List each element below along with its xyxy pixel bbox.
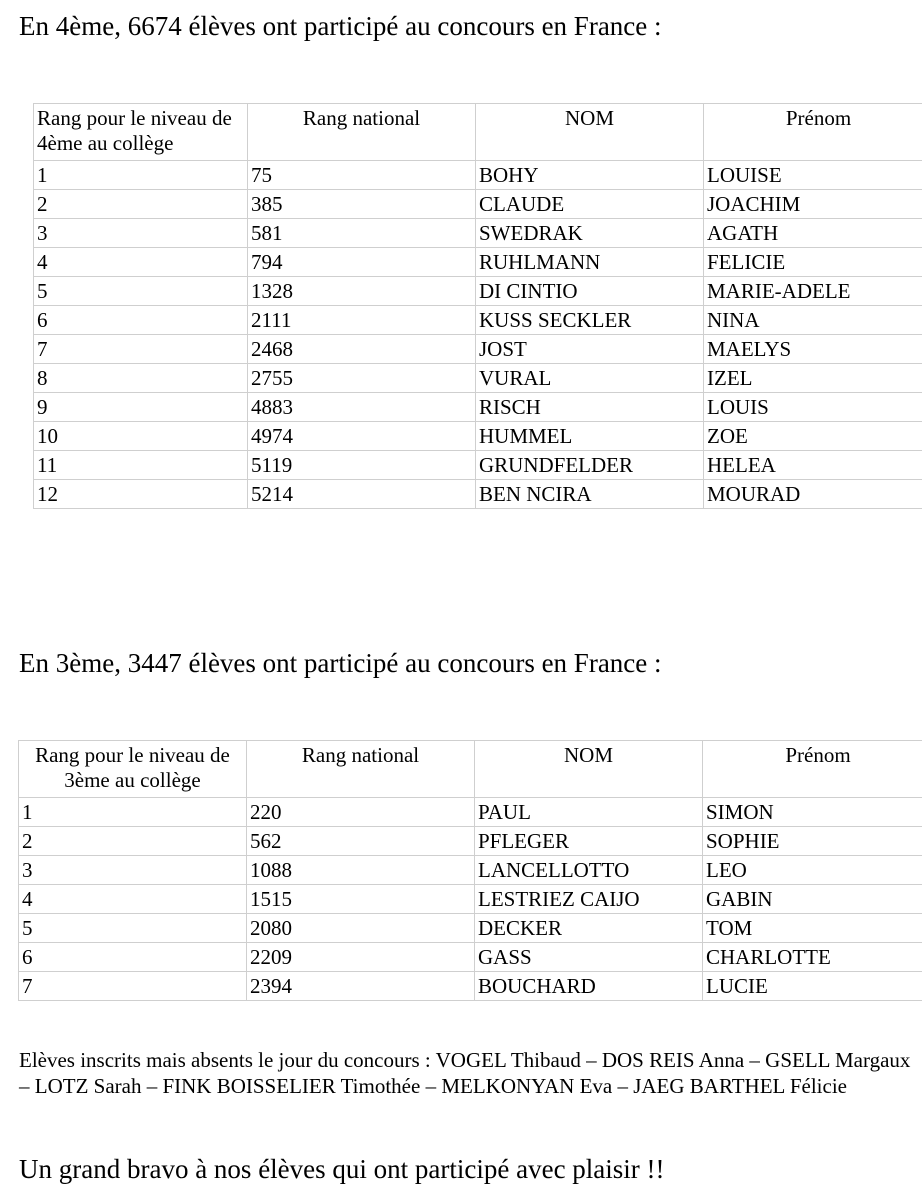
cell-prenom: AGATH: [704, 219, 922, 248]
table-header-row: [34, 104, 922, 161]
cell-prenom: SIMON: [703, 798, 922, 827]
cell-rank-national: 2111: [248, 306, 476, 335]
table-header-row: [19, 741, 922, 798]
table-row: [34, 277, 922, 306]
cell-nom: DI CINTIO: [476, 277, 704, 306]
header-rank-national: Rang national: [247, 741, 475, 798]
cell-nom: JOST: [476, 335, 704, 364]
header-nom: NOM: [475, 741, 703, 798]
cell-prenom: LUCIE: [703, 972, 922, 1001]
cell-rank-level: 1: [34, 161, 248, 190]
cell-rank-level: 5: [19, 914, 247, 943]
cell-prenom: MARIE-ADELE: [704, 277, 922, 306]
cell-rank-level: 11: [34, 451, 248, 480]
cell-nom: LANCELLOTTO: [475, 856, 703, 885]
cell-rank-level: 2: [34, 190, 248, 219]
cell-rank-level: 2: [19, 827, 247, 856]
cell-nom: GASS: [475, 943, 703, 972]
cell-rank-national: 2468: [248, 335, 476, 364]
cell-rank-national: 220: [247, 798, 475, 827]
cell-nom: CLAUDE: [476, 190, 704, 219]
cell-rank-national: 2755: [248, 364, 476, 393]
cell-rank-level: 9: [34, 393, 248, 422]
cell-rank-level: 3: [34, 219, 248, 248]
cell-prenom: LEO: [703, 856, 922, 885]
cell-prenom: MOURAD: [704, 480, 922, 509]
cell-rank-national: 1328: [248, 277, 476, 306]
cell-prenom: LOUISE: [704, 161, 922, 190]
cell-rank-level: 1: [19, 798, 247, 827]
cell-prenom: ZOE: [704, 422, 922, 451]
table-row: [34, 248, 922, 277]
table-row: [19, 856, 922, 885]
table-row: [34, 161, 922, 190]
header-rank-level: Rang pour le niveau de 4ème au collège: [34, 104, 248, 161]
cell-rank-level: 6: [34, 306, 248, 335]
cell-rank-level: 7: [19, 972, 247, 1001]
cell-prenom: NINA: [704, 306, 922, 335]
table-row: [34, 335, 922, 364]
table-row: [34, 306, 922, 335]
cell-nom: BEN NCIRA: [476, 480, 704, 509]
header-prenom: Prénom: [703, 741, 922, 798]
table-row: [34, 393, 922, 422]
table-row: [19, 827, 922, 856]
cell-nom: RUHLMANN: [476, 248, 704, 277]
cell-rank-level: 6: [19, 943, 247, 972]
cell-nom: PFLEGER: [475, 827, 703, 856]
table-row: [19, 943, 922, 972]
cell-rank-national: 385: [248, 190, 476, 219]
cell-rank-national: 2394: [247, 972, 475, 1001]
cell-rank-level: 12: [34, 480, 248, 509]
cell-rank-national: 562: [247, 827, 475, 856]
table-row: [34, 364, 922, 393]
results-table-3e: [18, 740, 922, 1001]
section-4e-heading: En 4ème, 6674 élèves ont participé au concours en France :: [19, 11, 662, 41]
closing-message: Un grand bravo à nos élèves qui ont participé avec plaisir !!: [19, 1154, 665, 1184]
cell-rank-national: 4883: [248, 393, 476, 422]
results-body-3e: [19, 798, 922, 1001]
table-row: [34, 190, 922, 219]
cell-rank-level: 4: [19, 885, 247, 914]
section-3e-heading: En 3ème, 3447 élèves ont participé au concours en France :: [19, 648, 662, 678]
results-body-4e: [34, 161, 922, 509]
cell-nom: BOHY: [476, 161, 704, 190]
table-row: [34, 451, 922, 480]
cell-prenom: FELICIE: [704, 248, 922, 277]
header-rank-level: Rang pour le niveau de 3ème au collège: [19, 741, 247, 798]
table-row: [19, 798, 922, 827]
cell-nom: RISCH: [476, 393, 704, 422]
cell-prenom: LOUIS: [704, 393, 922, 422]
cell-rank-national: 75: [248, 161, 476, 190]
table-row: [19, 885, 922, 914]
cell-rank-level: 8: [34, 364, 248, 393]
header-nom: NOM: [476, 104, 704, 161]
cell-rank-national: 2209: [247, 943, 475, 972]
cell-prenom: JOACHIM: [704, 190, 922, 219]
cell-nom: VURAL: [476, 364, 704, 393]
cell-nom: GRUNDFELDER: [476, 451, 704, 480]
cell-rank-national: 5119: [248, 451, 476, 480]
header-rank-national: Rang national: [248, 104, 476, 161]
cell-rank-national: 2080: [247, 914, 475, 943]
cell-prenom: MAELYS: [704, 335, 922, 364]
cell-nom: LESTRIEZ CAIJO: [475, 885, 703, 914]
table-row: [19, 972, 922, 1001]
cell-rank-national: 794: [248, 248, 476, 277]
cell-rank-level: 4: [34, 248, 248, 277]
cell-rank-level: 5: [34, 277, 248, 306]
cell-prenom: HELEA: [704, 451, 922, 480]
cell-prenom: SOPHIE: [703, 827, 922, 856]
cell-nom: KUSS SECKLER: [476, 306, 704, 335]
cell-rank-national: 1515: [247, 885, 475, 914]
cell-prenom: CHARLOTTE: [703, 943, 922, 972]
cell-rank-national: 1088: [247, 856, 475, 885]
cell-prenom: GABIN: [703, 885, 922, 914]
table-row: [34, 480, 922, 509]
cell-rank-national: 4974: [248, 422, 476, 451]
table-row: [34, 422, 922, 451]
results-table-4e: [33, 103, 922, 509]
table-row: [34, 219, 922, 248]
header-prenom: Prénom: [704, 104, 922, 161]
cell-rank-level: 7: [34, 335, 248, 364]
cell-nom: PAUL: [475, 798, 703, 827]
cell-rank-level: 3: [19, 856, 247, 885]
absent-students-note: Elèves inscrits mais absents le jour du concours : VOGEL Thibaud – DOS REIS Anna – GSELL Margaux – LOTZ Sarah – FINK BOISSELIER Timothée – MELKONYAN Eva – JAEG BARTHEL Félicie: [19, 1048, 911, 1098]
cell-rank-national: 581: [248, 219, 476, 248]
cell-nom: SWEDRAK: [476, 219, 704, 248]
cell-nom: HUMMEL: [476, 422, 704, 451]
cell-prenom: TOM: [703, 914, 922, 943]
cell-nom: BOUCHARD: [475, 972, 703, 1001]
cell-rank-level: 10: [34, 422, 248, 451]
cell-prenom: IZEL: [704, 364, 922, 393]
cell-nom: DECKER: [475, 914, 703, 943]
cell-rank-national: 5214: [248, 480, 476, 509]
table-row: [19, 914, 922, 943]
